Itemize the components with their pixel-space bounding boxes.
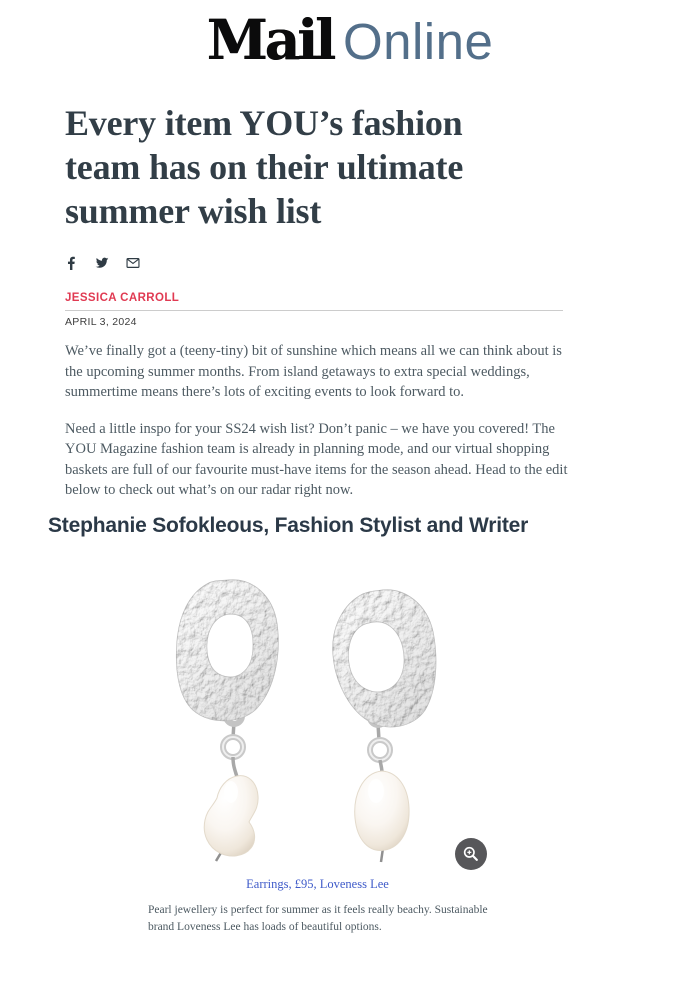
- magnifier-plus-icon: [461, 844, 481, 864]
- twitter-icon[interactable]: [95, 256, 109, 270]
- article-paragraph-2: Need a little inspo for your SS24 wish list? Don’t panic – we have you covered! The YOU Magazine fashion team is already in planning mode, and our virtual shopping baskets are full of our favourite must-have items for the season ahead. Head to the edit below to check out what’s on our radar right now.: [65, 420, 568, 498]
- earrings-image: [145, 570, 490, 875]
- byline-divider: [65, 310, 563, 311]
- article-paragraph-1: We’ve finally got a (teeny-tiny) bit of sunshine which means all we can think about is the upcoming summer months. From island getaways to extra special weddings, summertime means there’s lots of exciting events to look forward to.: [65, 343, 562, 400]
- facebook-icon[interactable]: [64, 256, 78, 270]
- product-caption-link[interactable]: Earrings, £95, Loveness Lee: [246, 877, 389, 891]
- article-body: [65, 341, 570, 517]
- figure-paragraph: Pearl jewellery is perfect for summer as it feels really beachy. Sustainable brand Loveness Lee has loads of beautiful options.: [148, 904, 488, 933]
- figure-caption: [145, 875, 490, 893]
- product-image[interactable]: [145, 570, 490, 875]
- stylist-subheading: Stephanie Sofokleous, Fashion Stylist and Writer: [48, 514, 529, 537]
- author-byline[interactable]: JESSICA CARROLL: [65, 292, 180, 304]
- masthead: [0, 7, 700, 72]
- article-headline: Every item YOU’s fashion team has on their ultimate summer wish list: [65, 103, 464, 231]
- share-row: [64, 256, 140, 270]
- email-icon[interactable]: [126, 256, 140, 270]
- online-logo-text: Online: [342, 13, 494, 70]
- article-date: APRIL 3, 2024: [65, 316, 137, 328]
- mail-logo-text: Mail: [206, 7, 333, 72]
- image-zoom-button[interactable]: [455, 838, 487, 870]
- mailonline-logo[interactable]: [206, 7, 494, 72]
